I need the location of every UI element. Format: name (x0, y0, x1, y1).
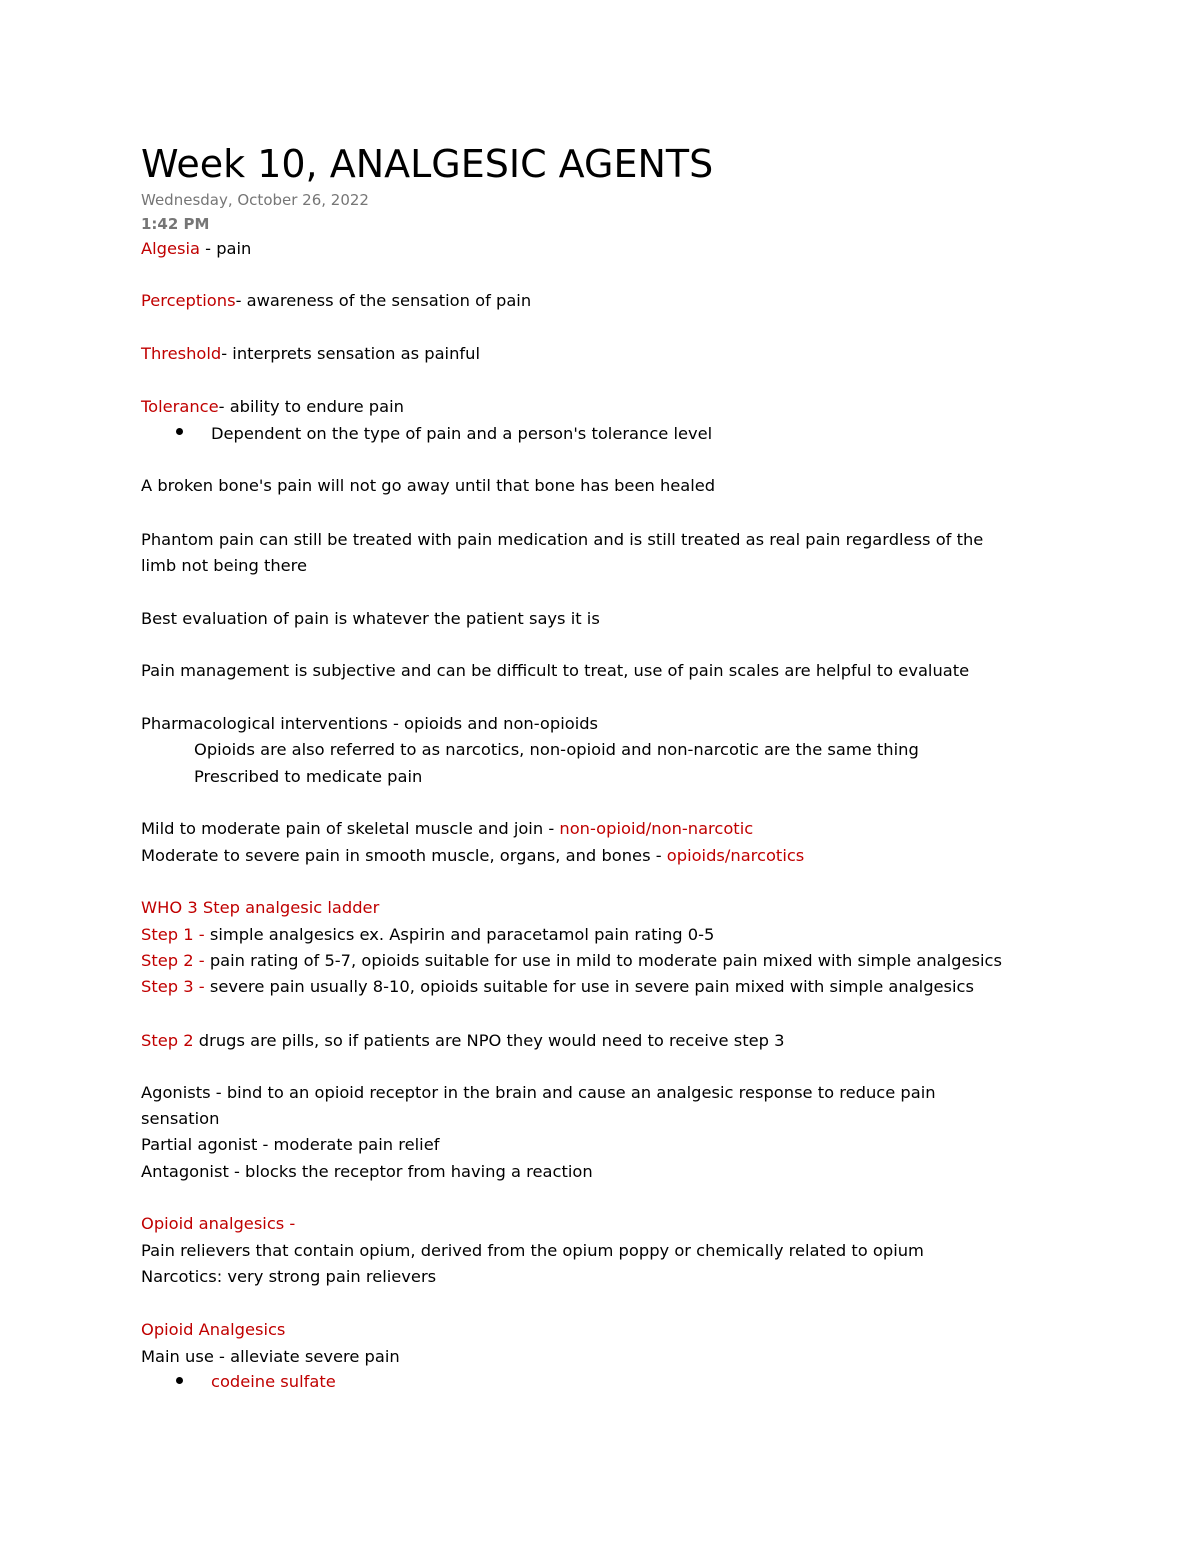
threshold-line (141, 343, 480, 365)
mild-line (141, 818, 753, 840)
step3-line (141, 976, 974, 998)
main-use-line: Main use - alleviate severe pain (141, 1347, 400, 1366)
step2-pills-text: drugs are pills, so if patients are NPO they would need to receive step 3 (193, 1031, 785, 1050)
def-perceptions: - awareness of the sensation of pain (235, 291, 532, 310)
perceptions-line (141, 290, 531, 312)
bullet-icon (176, 1377, 183, 1384)
pharm-line: Pharmacological interventions - opioids and non-opioids (141, 714, 599, 733)
opioid-analgesics-heading: Opioid Analgesics (141, 1320, 286, 1339)
bullet-icon (176, 428, 183, 435)
step2-label: Step 2 - (141, 951, 210, 970)
term-algesia: Algesia (141, 239, 200, 258)
narcotics-line: Narcotics: very strong pain relievers (141, 1267, 437, 1286)
mild-text: Mild to moderate pain of skeletal muscle and join - (141, 819, 560, 838)
term-perceptions: Perceptions (141, 291, 236, 310)
codeine-bullet: codeine sulfate (211, 1372, 336, 1391)
antagonist-line: Antagonist - blocks the receptor from having a reaction (141, 1162, 593, 1181)
note-date: Wednesday, October 26, 2022 (141, 191, 369, 209)
phantom-line-2: limb not being there (141, 556, 308, 575)
pain-mgmt-line: Pain management is subjective and can be difficult to treat, use of pain scales are helpful to evaluate (141, 661, 970, 680)
phantom-line-1: Phantom pain can still be treated with pain medication and is still treated as real pain regardless of the (141, 530, 984, 549)
term-threshold: Threshold (141, 344, 222, 363)
moderate-class: opioids/narcotics (666, 846, 805, 865)
term-tolerance: Tolerance (141, 397, 219, 416)
agonists-line-2: sensation (141, 1109, 220, 1128)
step2-line (141, 950, 1002, 972)
tolerance-bullet: Dependent on the type of pain and a person's tolerance level (211, 424, 713, 443)
def-algesia: - pain (200, 239, 252, 258)
step1-line (141, 924, 714, 946)
who-ladder-heading: WHO 3 Step analgesic ladder (141, 898, 380, 917)
moderate-text: Moderate to severe pain in smooth muscle, organs, and bones - (141, 846, 667, 865)
agonists-line-1: Agonists - bind to an opioid receptor in the brain and cause an analgesic response to reduce pain (141, 1083, 936, 1102)
broken-bone-line: A broken bone's pain will not go away until that bone has been healed (141, 476, 716, 495)
mild-class: non-opioid/non-narcotic (559, 819, 754, 838)
page-title: Week 10, ANALGESIC AGENTS (141, 142, 714, 186)
moderate-line (141, 845, 804, 867)
tolerance-line (141, 396, 404, 418)
step1-text: simple analgesics ex. Aspirin and paracetamol pain rating 0-5 (209, 925, 715, 944)
algesia-line (141, 238, 251, 260)
note-time: 1:42 PM (141, 215, 210, 233)
step2-pills-line (141, 1030, 784, 1052)
step2-pills-label: Step 2 (141, 1031, 194, 1050)
pain-relievers-line: Pain relievers that contain opium, derived from the opium poppy or chemically related to opium (141, 1241, 924, 1260)
partial-agonist-line: Partial agonist - moderate pain relief (141, 1135, 440, 1154)
step2-text: pain rating of 5-7, opioids suitable for use in mild to moderate pain mixed with simple analgesics (209, 951, 1002, 970)
opioids-referred-line: Opioids are also referred to as narcotics, non-opioid and non-narcotic are the same thing (194, 740, 919, 759)
step3-text: severe pain usually 8-10, opioids suitable for use in severe pain mixed with simple analgesics (209, 977, 974, 996)
opioid-analgesics-dash-heading: Opioid analgesics - (141, 1214, 296, 1233)
step1-label: Step 1 - (141, 925, 210, 944)
step3-label: Step 3 - (141, 977, 210, 996)
def-threshold: - interprets sensation as painful (221, 344, 480, 363)
def-tolerance: - ability to endure pain (218, 397, 404, 416)
best-eval-line: Best evaluation of pain is whatever the patient says it is (141, 609, 600, 628)
prescribed-line: Prescribed to medicate pain (194, 767, 423, 786)
